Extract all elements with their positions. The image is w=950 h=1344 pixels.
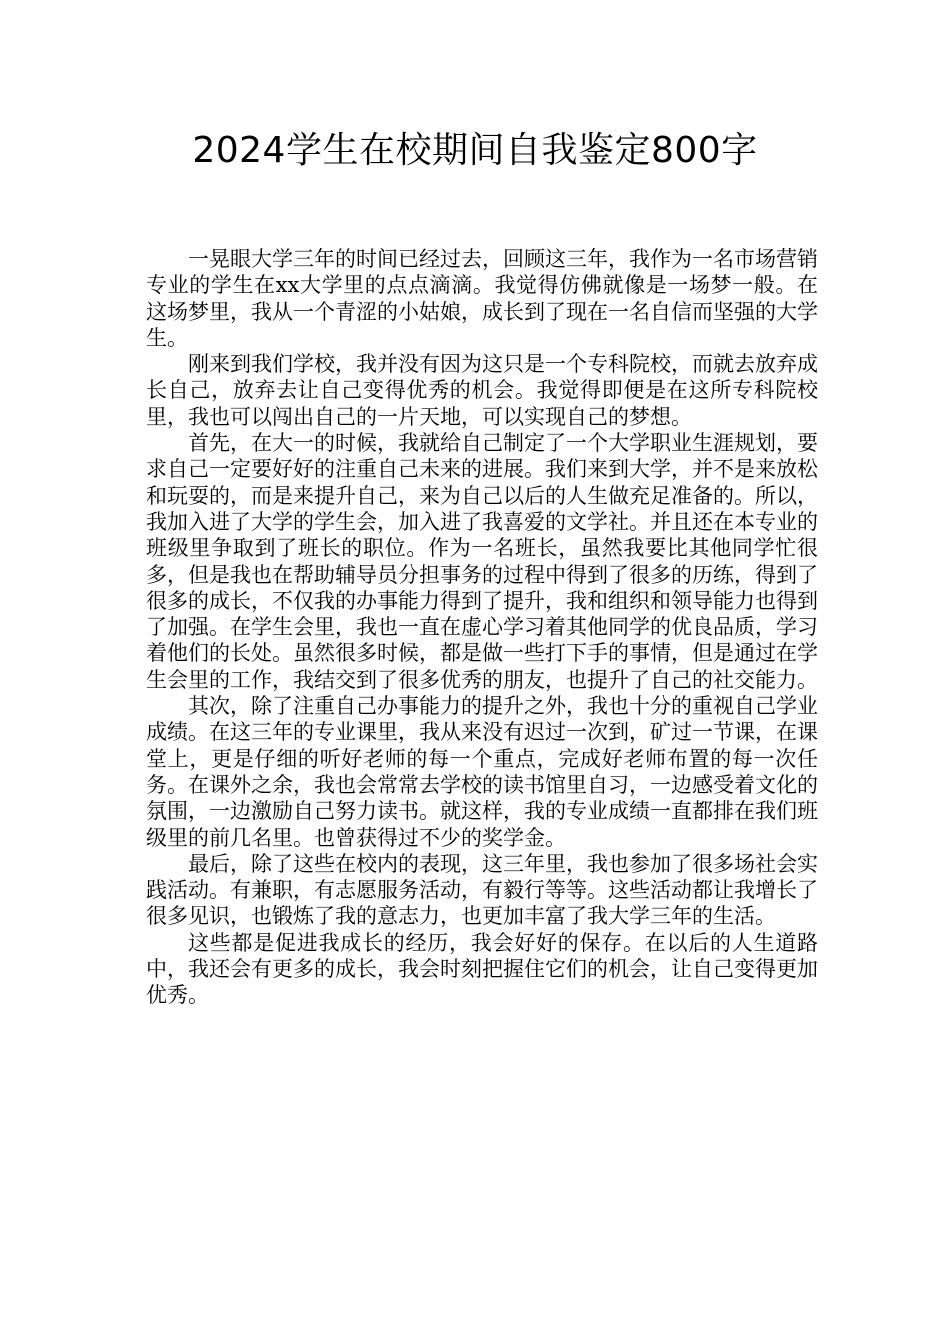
document-title: 2024学生在校期间自我鉴定800字 — [192, 130, 758, 171]
paragraph-5: 最后，除了这些在校内的表现，这三年里，我也参加了很多场社会实践活动。有兼职，有志愿服务活动，有毅行等等。这些活动都让我增长了很多见识，也锻炼了我的意志力，也更加丰富了我大学三年的生活。 — [146, 851, 818, 929]
paragraph-4: 其次，除了注重自己办事能力的提升之外，我也十分的重视自己学业成绩。在这三年的专业课里，我从来没有迟过一次到，矿过一节课，在课堂上，更是仔细的听好老师的每一个重点，完成好老师布置的每一次任务。在课外之余，我也会常常去学校的读书馆里自习，一边感受着文化的氛围，一边激励自己努力读书。就这样，我的专业成绩一直都排在我们班级里的前几名里。也曾获得过不少的奖学金。 — [146, 694, 818, 850]
paragraph-6: 这些都是促进我成长的经历，我会好好的保存。在以后的人生道路中，我还会有更多的成长，我会时刻把握住它们的机会，让自己变得更加优秀。 — [146, 930, 818, 1008]
paragraph-2: 刚来到我们学校，我并没有因为这只是一个专科院校，而就去放弃成长自己，放弃去让自己变得优秀的机会。我觉得即便是在这所专科院校里，我也可以闯出自己的一片天地，可以实现自己的梦想。 — [146, 352, 818, 429]
document-body — [146, 246, 818, 1009]
paragraph-3: 首先，在大一的时候，我就给自己制定了一个大学职业生涯规划，要求自己一定要好好的注重自己未来的进展。我们来到大学，并不是来放松和玩耍的，而是来提升自己，来为自己以后的人生做充足准备的。所以，我加入进了大学的学生会，加入进了我喜爱的文学社。并且还在本专业的班级里争取到了班长的职位。作为一名班长，虽然我要比其他同学忙很多，但是我也在帮助辅导员分担事务的过程中得到了很多的历练，得到了很多的成长，不仅我的办事能力得到了提升，我和组织和领导能力也得到了加强。在学生会里，我也一直在虚心学习着其他同学的优良品质，学习着他们的长处。虽然很多时候，都是做一些打下手的事情，但是通过在学生会里的工作，我结交到了很多优秀的朋友，也提升了自己的社交能力。 — [146, 431, 818, 692]
paragraph-1: 一晃眼大学三年的时间已经过去，回顾这三年，我作为一名市场营销专业的学生在xx大学里的点点滴滴。我觉得仿佛就像是一场梦一般。在这场梦里，我从一个青涩的小姑娘，成长到了现在一名自信而坚强的大学生。 — [146, 247, 818, 350]
